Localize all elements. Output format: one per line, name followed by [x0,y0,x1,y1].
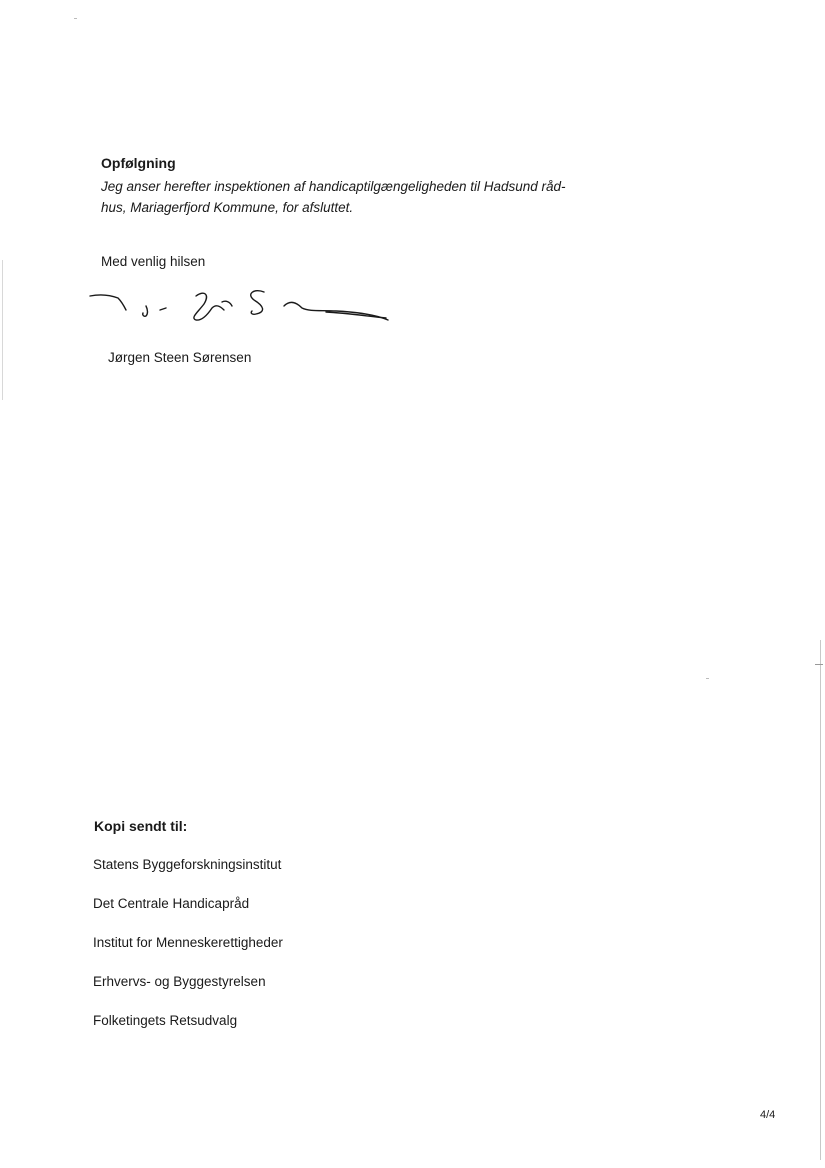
copy-recipient: Folketingets Retsudvalg [93,1013,238,1028]
copy-recipient: Det Centrale Handicapråd [93,896,250,911]
closing-greeting: Med venlig hilsen [101,254,206,269]
scan-speck [74,18,77,19]
signer-name: Jørgen Steen Sørensen [108,350,252,365]
copy-recipient: Statens Byggeforskningsinstitut [93,857,282,872]
copy-recipient: Institut for Menneskerettigheder [93,935,283,950]
scan-edge-left [2,260,3,400]
followup-heading: Opfølgning [101,155,176,171]
copy-recipient: Erhvervs- og Byggestyrelsen [93,974,266,989]
scan-edge-right [820,640,821,1160]
scan-speck [706,678,709,679]
handwritten-signature [86,282,396,328]
copy-recipient-list [93,857,283,1052]
scan-edge-tick [815,664,823,665]
page-number: 4/4 [760,1109,776,1121]
copy-heading: Kopi sendt til: [94,818,188,834]
followup-text: Jeg anser herefter inspektionen af handicaptilgængeligheden til Hadsund råd-hus, Mariagerfjord Kommune, for afsluttet. [101,179,566,215]
